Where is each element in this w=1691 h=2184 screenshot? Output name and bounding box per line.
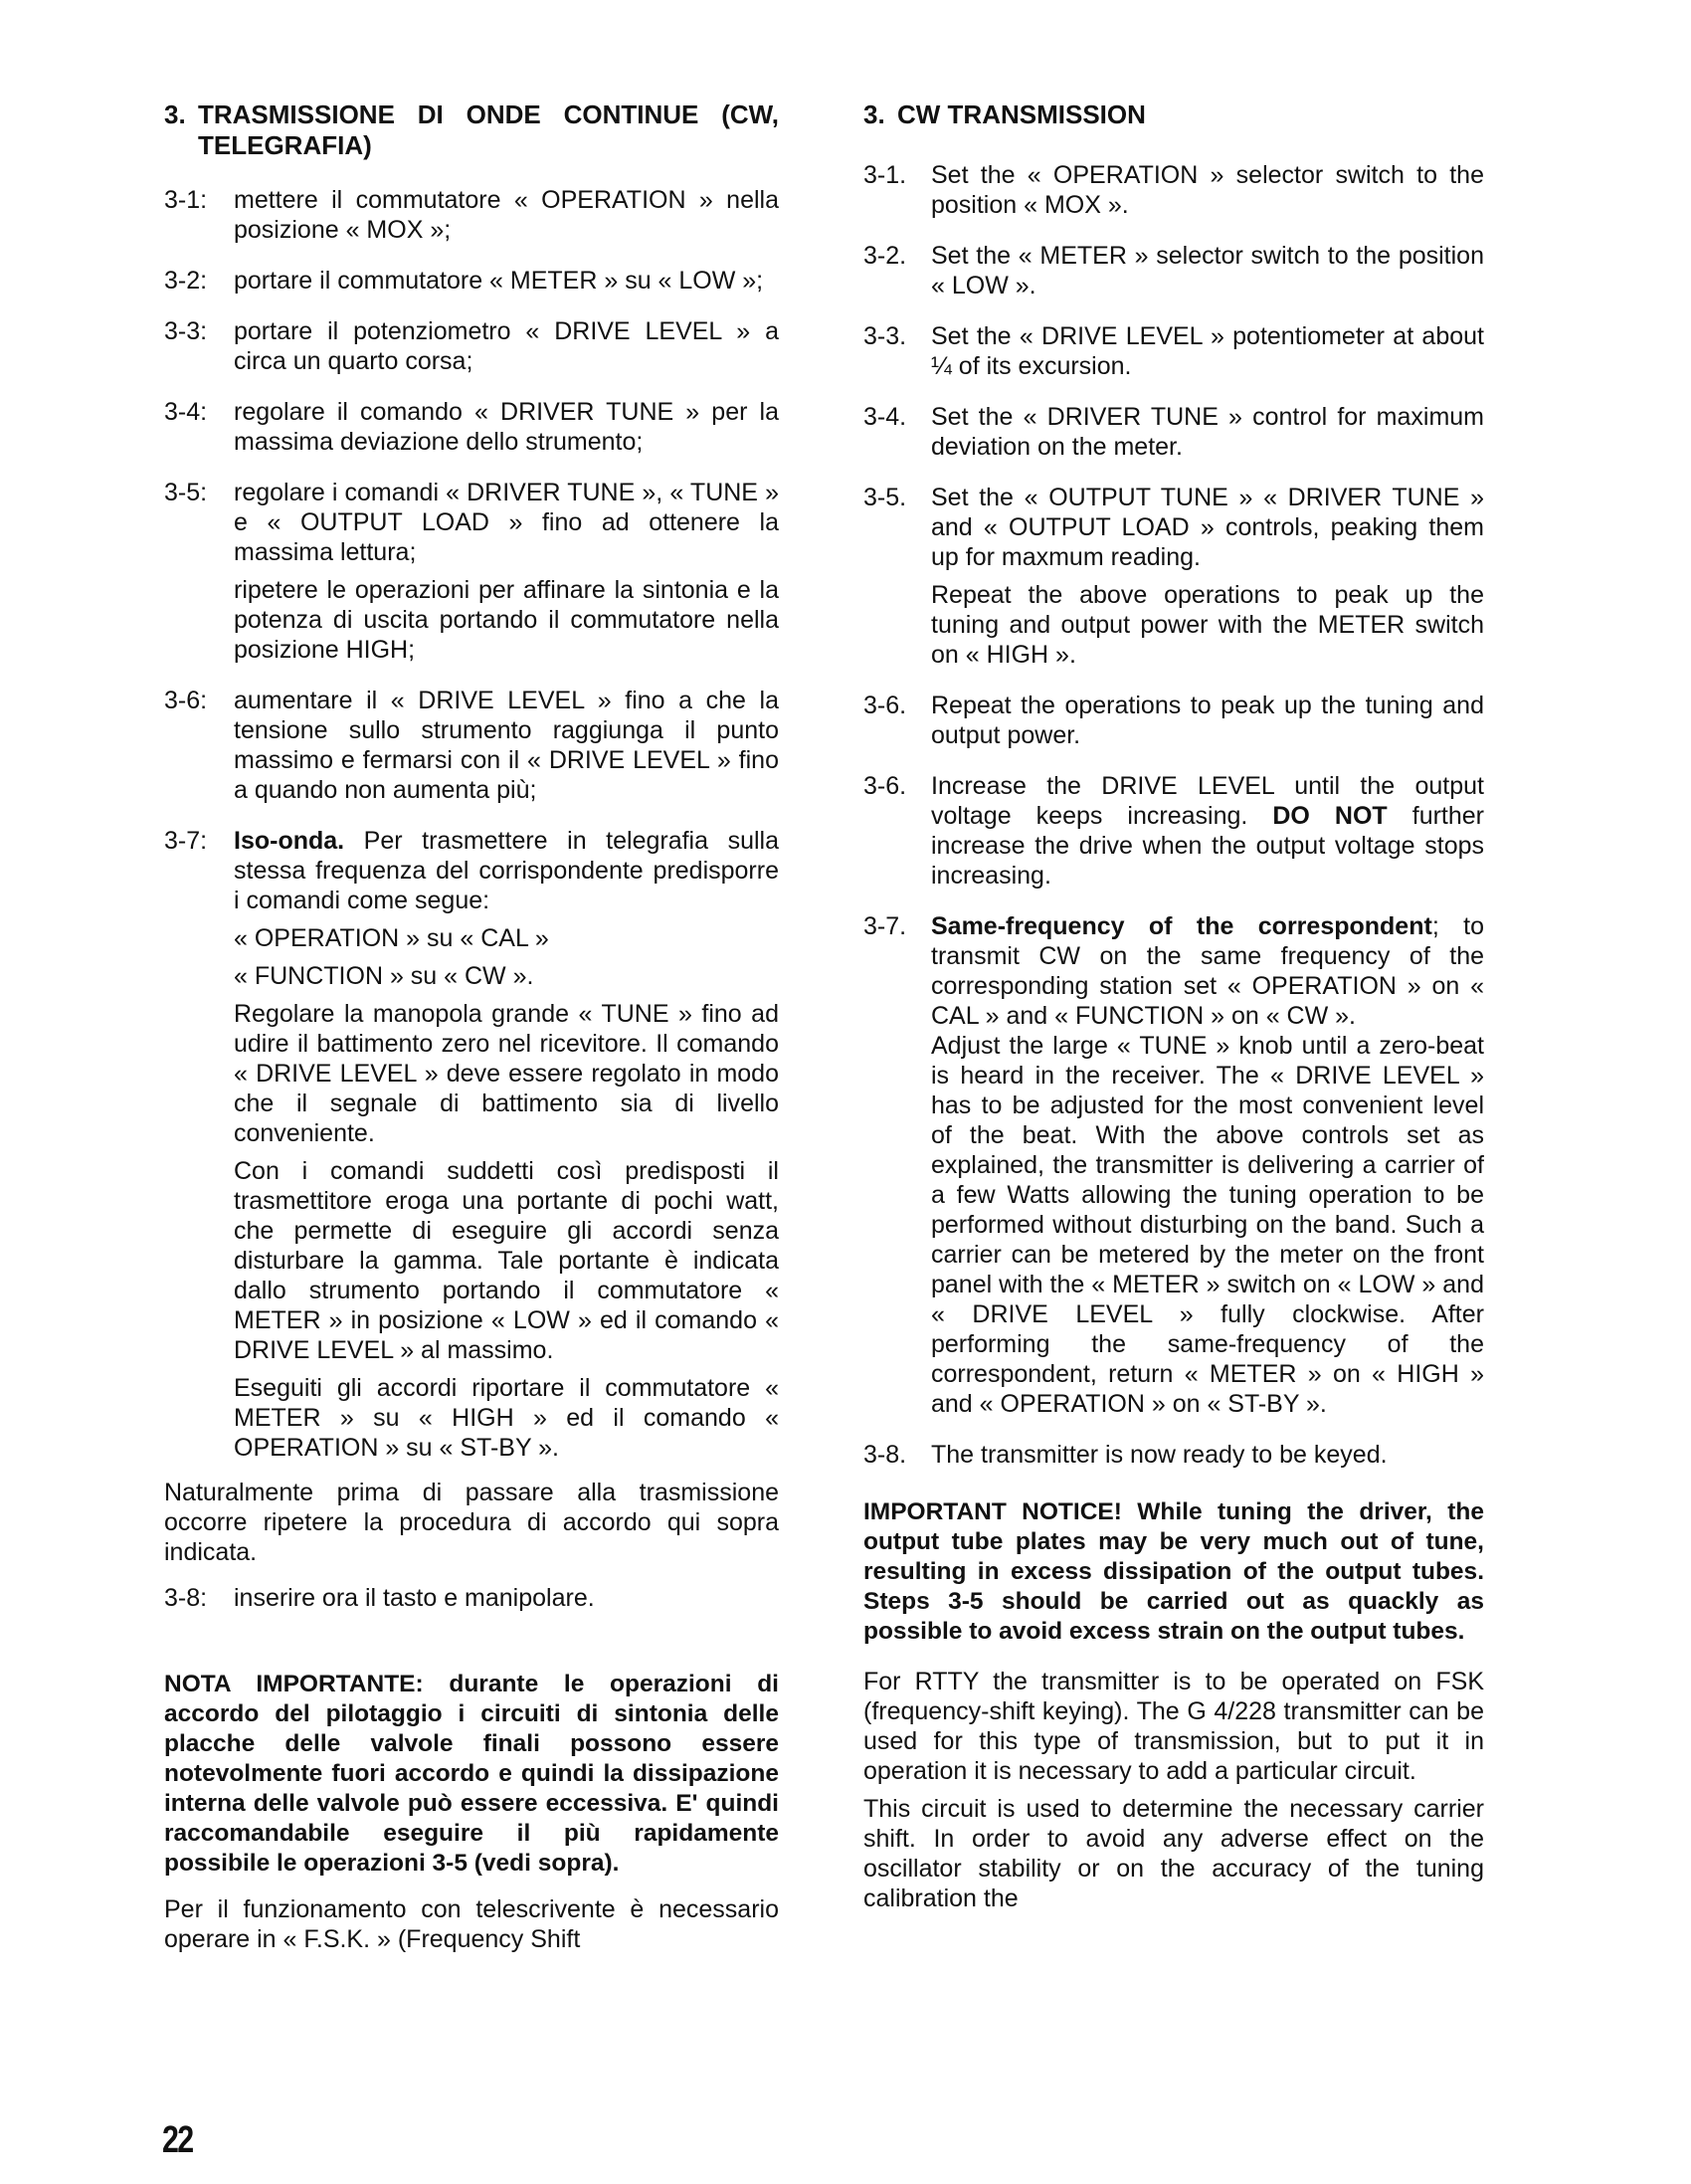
step-text bbox=[931, 771, 1484, 891]
step-text: inserire ora il tasto e manipolare. bbox=[234, 1584, 595, 1612]
step-label: 3-5: bbox=[164, 479, 208, 506]
step-label: 3-8. bbox=[863, 1441, 907, 1469]
step-3-2-it bbox=[164, 266, 779, 296]
step-3-6b-en bbox=[863, 771, 1484, 891]
step-text: portare il commutatore « METER » su « LOW »; bbox=[234, 267, 764, 295]
step-text: regolare il comando « DRIVER TUNE » per la massima deviazione dello strumento; bbox=[234, 398, 779, 456]
step-label: 3-3. bbox=[863, 322, 907, 350]
step-label: 3-3: bbox=[164, 317, 208, 345]
step-label: 3-4. bbox=[863, 403, 907, 431]
step-text bbox=[931, 911, 1484, 1031]
step-text: ripetere le operazioni per affinare la sintonia e la potenza di uscita portando il commutatore nella posizione HIGH; bbox=[234, 576, 779, 664]
step-3-3-en bbox=[863, 321, 1484, 381]
step-text: Eseguiti gli accordi riportare il commutatore « METER » su « HIGH » ed il comando « OPERATION » su « ST-BY ». bbox=[234, 1374, 779, 1462]
step-3-5-en bbox=[863, 483, 1484, 670]
heading-number: 3. bbox=[863, 99, 885, 129]
step-text bbox=[234, 826, 779, 915]
step-text: regolare i comandi « DRIVER TUNE », « TUNE » e « OUTPUT LOAD » fino ad ottenere la massima lettura; bbox=[234, 479, 779, 566]
step-text: Set the « OPERATION » selector switch to the position « MOX ». bbox=[931, 161, 1484, 219]
step-3-6-en bbox=[863, 691, 1484, 750]
step-text: portare il potenziometro « DRIVE LEVEL » a circa un quarto corsa; bbox=[234, 317, 779, 375]
step-text: Set the « DRIVE LEVEL » potentiometer at about ¼ of its excursion. bbox=[931, 322, 1484, 380]
step-text: Adjust the large « TUNE » knob until a zero-beat is heard in the receiver. The « DRIVE LEVEL » has to be adjusted for the most convenient level of the beat. With the above controls set as explained, the transmitter is delivering a carrier of a few Watts allowing the tuning operation to be performed without disturbing on the band. Such a carrier can be metered by the meter on the front panel with the « METER » switch on « LOW » and « DRIVE LEVEL » fully clockwise. After performing the same-frequency of the correspondent, return « METER » on « HIGH » and « OPERATION » on « ST-BY ». bbox=[931, 1032, 1484, 1418]
step-label: 3-8: bbox=[164, 1584, 208, 1612]
step-label: 3-2: bbox=[164, 267, 208, 295]
step-3-8-en bbox=[863, 1440, 1484, 1470]
step-text-post: further increase the drive when the output voltage stops increasing. bbox=[931, 802, 1485, 890]
step-text-rest: Per trasmettere in telegrafia sulla stessa frequenza del corrispondente predisporre i comandi come segue: bbox=[234, 827, 779, 914]
italian-column bbox=[164, 99, 779, 1970]
step-label: 3-6: bbox=[164, 687, 208, 714]
step-3-3-it bbox=[164, 316, 779, 376]
section-heading-it bbox=[164, 99, 779, 161]
step-text: Set the « OUTPUT TUNE » « DRIVER TUNE » and « OUTPUT LOAD » controls, peaking them up for maxmum reading. bbox=[931, 484, 1484, 571]
step-label: 3-1: bbox=[164, 186, 208, 214]
step-3-1-it bbox=[164, 185, 779, 245]
heading-text: CW TRANSMISSION bbox=[897, 99, 1146, 129]
step-text: Con i comandi suddetti così predisposti il trasmettitore eroga una portante di pochi watt, che permette di eseguire gli accordi senza disturbare la gamma. Tale portante è indicata dallo strumento portando il commutatore « METER » in posizione « LOW » ed il comando « DRIVE LEVEL » al massimo. bbox=[234, 1157, 779, 1364]
step-3-5-it bbox=[164, 478, 779, 665]
step-label: 3-7. bbox=[863, 912, 907, 940]
step-3-4-it bbox=[164, 397, 779, 457]
step-3-7-en bbox=[863, 911, 1484, 1419]
step-label: 3-4: bbox=[164, 398, 208, 426]
step-text-rest: ; to transmit CW on the same frequency of the corresponding station set « OPERATION » on « CAL » and « FUNCTION » on « CW ». bbox=[931, 912, 1484, 1030]
heading-text: TRASMISSIONE DI ONDE CONTINUE (CW, TELEGRAFIA) bbox=[198, 99, 779, 160]
section-heading-en bbox=[863, 99, 1484, 130]
step-text-pre: Increase the DRIVE LEVEL until the output voltage keeps increasing. bbox=[931, 772, 1484, 830]
step-text: Repeat the operations to peak up the tuning and output power. bbox=[931, 692, 1484, 749]
step-text-bold: DO NOT bbox=[1272, 802, 1388, 830]
step-label: 3-6. bbox=[863, 772, 907, 800]
important-note-it: NOTA IMPORTANTE: durante le operazioni di accordo del pilotaggio i circuiti di sintonia delle placche delle valvole finali possono essere notevolmente fuori accordo e quindi la dissipazione interna delle valvole può essere eccessiva. E' quindi raccomandabile eseguire il più rapidamente possibile le operazioni 3-5 (vedi sopra). bbox=[164, 1671, 779, 1877]
step-lead-bold: Same-frequency of the correspondent bbox=[931, 912, 1432, 940]
heading-number: 3. bbox=[164, 99, 186, 129]
after-steps-text: Naturalmente prima di passare alla trasmissione occorre ripetere la procedura di accordo qui sopra indicata. bbox=[164, 1479, 779, 1566]
step-text: Regolare la manopola grande « TUNE » fino ad udire il battimento zero nel ricevitore. Il comando « DRIVE LEVEL » deve essere regolato in modo che il segnale di battimento sia di livello conveniente. bbox=[234, 1000, 779, 1147]
step-label: 3-2. bbox=[863, 242, 907, 270]
step-text: « OPERATION » su « CAL » bbox=[234, 924, 549, 952]
step-3-7-it bbox=[164, 826, 779, 1463]
step-text: « FUNCTION » su « CW ». bbox=[234, 962, 534, 990]
step-label: 3-1. bbox=[863, 161, 907, 189]
step-label: 3-6. bbox=[863, 692, 907, 719]
step-3-1-en bbox=[863, 160, 1484, 220]
step-3-6-it bbox=[164, 686, 779, 805]
step-text: mettere il commutatore « OPERATION » nella posizione « MOX »; bbox=[234, 186, 779, 244]
fsk-text-it: Per il funzionamento con telescrivente è necessario operare in « F.S.K. » (Frequency Shift bbox=[164, 1895, 779, 1953]
step-lead-bold: Iso-onda. bbox=[234, 827, 345, 855]
step-text: Set the « DRIVER TUNE » control for maximum deviation on the meter. bbox=[931, 403, 1484, 461]
step-3-2-en bbox=[863, 241, 1484, 300]
step-3-4-en bbox=[863, 402, 1484, 462]
step-3-8-it bbox=[164, 1583, 779, 1613]
step-text: Repeat the above operations to peak up the tuning and output power with the METER switch on « HIGH ». bbox=[931, 581, 1484, 669]
rtty-text-en: For RTTY the transmitter is to be operated on FSK (frequency-shift keying). The G 4/228 transmitter can be used for this type of transmission, but to put it in operation it is necessary to add a particular circuit. bbox=[863, 1668, 1484, 1785]
step-label: 3-5. bbox=[863, 484, 907, 511]
step-label: 3-7: bbox=[164, 827, 208, 855]
step-text: aumentare il « DRIVE LEVEL » fino a che la tensione sullo strumento raggiunga il punto massimo e fermarsi con il « DRIVE LEVEL » fino a quando non aumenta più; bbox=[234, 687, 779, 804]
circuit-text-en: This circuit is used to determine the necessary carrier shift. In order to avoid any adverse effect on the oscillator stability or on the accuracy of the tuning calibration the bbox=[863, 1795, 1484, 1912]
page-number: 22 bbox=[162, 2119, 193, 2161]
english-column bbox=[863, 99, 1484, 1929]
step-text: The transmitter is now ready to be keyed. bbox=[931, 1441, 1388, 1469]
step-text: Set the « METER » selector switch to the position « LOW ». bbox=[931, 242, 1484, 299]
important-notice-en: IMPORTANT NOTICE! While tuning the driver, the output tube plates may be very much out of tune, resulting in excess dissipation of the output tubes. Steps 3-5 should be carried out as quackly as possible to avoid excess strain on the output tubes. bbox=[863, 1498, 1484, 1645]
